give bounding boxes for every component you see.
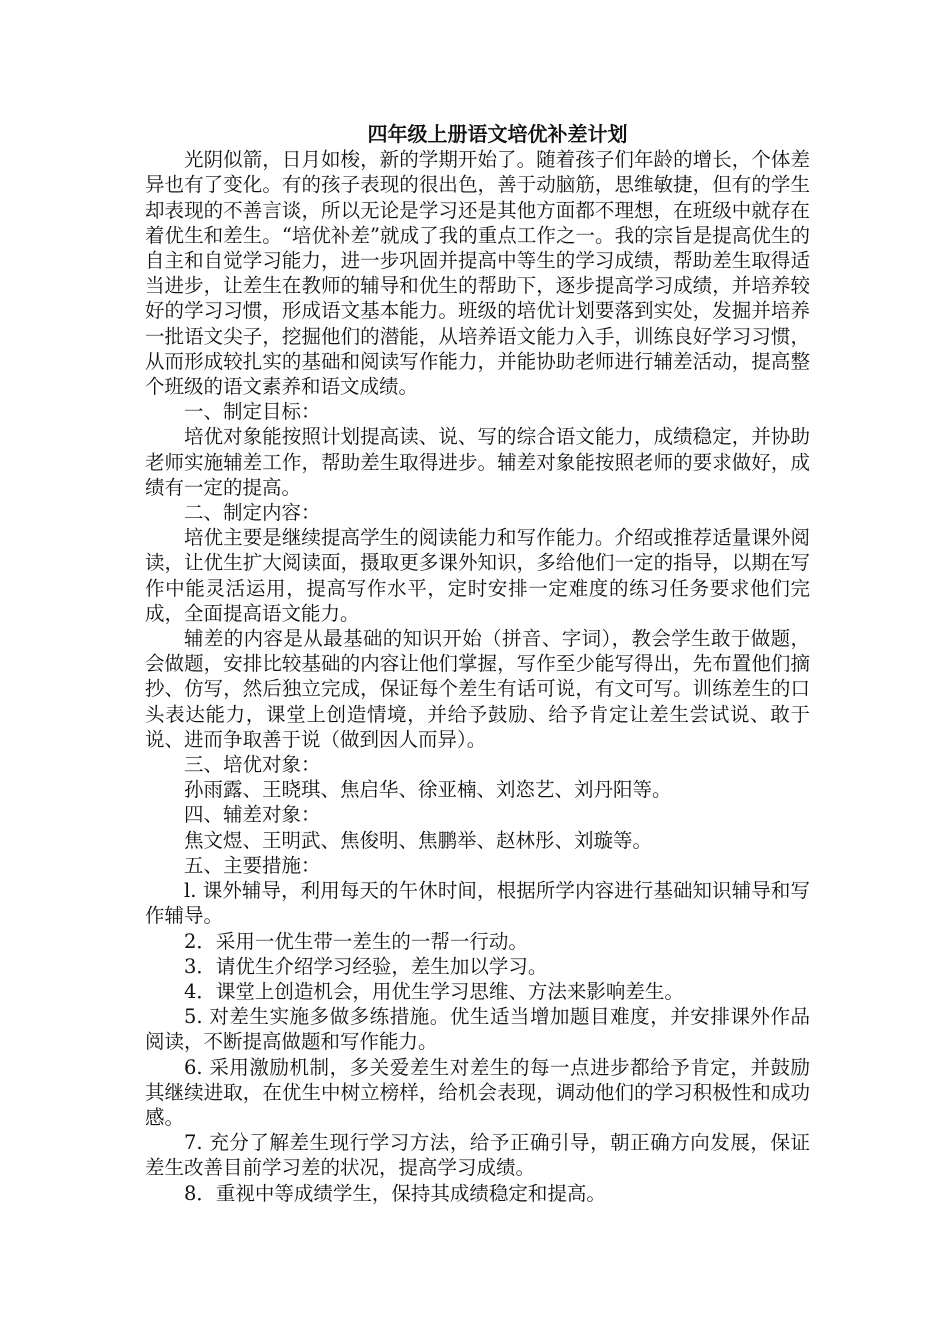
section-heading-content: 二、制定内容：	[184, 501, 321, 525]
measure-item: 5. 对差生实施多做多练措施。优生适当增加题目难度，并安排课外作品阅读，不断提高做题和写作能力。	[145, 1005, 810, 1054]
content-paragraph-remedial: 辅差的内容是从最基础的知识开始（拼音、字词），教会学生敢于做题，会做题，安排比较基础的内容让他们掌握，写作至少能写得出，先布置他们摘抄、仿写，然后独立完成，保证每个差生有话可说，有文可写。训练差生的口头表达能力，课堂上创造情境，并给予鼓励、给予肯定让差生尝试说、敢于说、进而争取善于说（做到因人而异）。	[145, 627, 810, 751]
section-heading-remedial-students: 四、辅差对象：	[184, 803, 321, 827]
section-heading-goals: 一、制定目标：	[184, 400, 321, 424]
measure-item: 8．重视中等成绩学生，保持其成绩稳定和提高。	[184, 1181, 606, 1205]
remedial-students-list: 焦文煜、王明武、焦俊明、焦鹏举、赵林彤、刘璇等。	[184, 828, 653, 852]
measure-item: 3．请优生介绍学习经验，差生加以学习。	[184, 954, 548, 978]
goals-paragraph: 培优对象能按照计划提高读、说、写的综合语文能力，成绩稳定，并协助老师实施辅差工作，帮助差生取得进步。辅差对象能按照老师的要求做好，成绩有一定的提高。	[145, 425, 810, 499]
measure-item: 6. 采用激励机制，多关爱差生对差生的每一点进步都给予肯定，并鼓励其继续进取，在优生中树立榜样，给机会表现，调动他们的学习积极性和成功感。	[145, 1055, 810, 1129]
document-title: 四年级上册语文培优补差计划	[367, 122, 628, 146]
section-heading-measures: 五、主要措施：	[184, 853, 321, 877]
content-paragraph-advanced: 培优主要是继续提高学生的阅读能力和写作能力。介绍或推荐适量课外阅读，让优生扩大阅读面，摄取更多课外知识，多给他们一定的指导，以期在写作中能灵活运用，提高写作水平，定时安排一定难度的练习任务要求他们完成，全面提高语文能力。	[145, 526, 810, 625]
advanced-students-list: 孙雨露、王晓琪、焦启华、徐亚楠、刘恣艺、刘丹阳等。	[184, 778, 672, 802]
measure-item: 7. 充分了解差生现行学习方法，给予正确引导，朝正确方向发展，保证差生改善目前学习差的状况，提高学习成绩。	[145, 1131, 810, 1180]
intro-paragraph: 光阴似箭，日月如梭，新的学期开始了。随着孩子们年龄的增长，个体差异也有了变化。有的孩子表现的很出色，善于动脑筋，思维敏捷，但有的学生却表现的不善言谈，所以无论是学习还是其他方面都不理想，在班级中就存在着优生和差生。“培优补差”就成了我的重点工作之一。我的宗旨是提高优生的自主和自觉学习能力，进一步巩固并提高中等生的学习成绩，帮助差生取得适当进步，让差生在教师的辅导和优生的帮助下，逐步提高学习成绩，并培养较好的学习习惯，形成语文基本能力。班级的培优计划要落到实处，发掘并培养一批语文尖子，挖掘他们的潜能，从培养语文能力入手，训练良好学习习惯，从而形成较扎实的基础和阅读写作能力，并能协助老师进行辅差活动，提高整个班级的语文素养和语文成绩。	[145, 148, 810, 399]
document-page	[145, 122, 810, 1206]
section-heading-advanced-students: 三、培优对象：	[184, 753, 321, 777]
measure-item: 2．采用一优生带一差生的一帮一行动。	[184, 929, 528, 953]
measure-item: 4．课堂上创造机会，用优生学习思维、方法来影响差生。	[184, 979, 684, 1003]
measure-item: l. 课外辅导，利用每天的午休时间，根据所学内容进行基础知识辅导和写作辅导。	[145, 879, 810, 928]
